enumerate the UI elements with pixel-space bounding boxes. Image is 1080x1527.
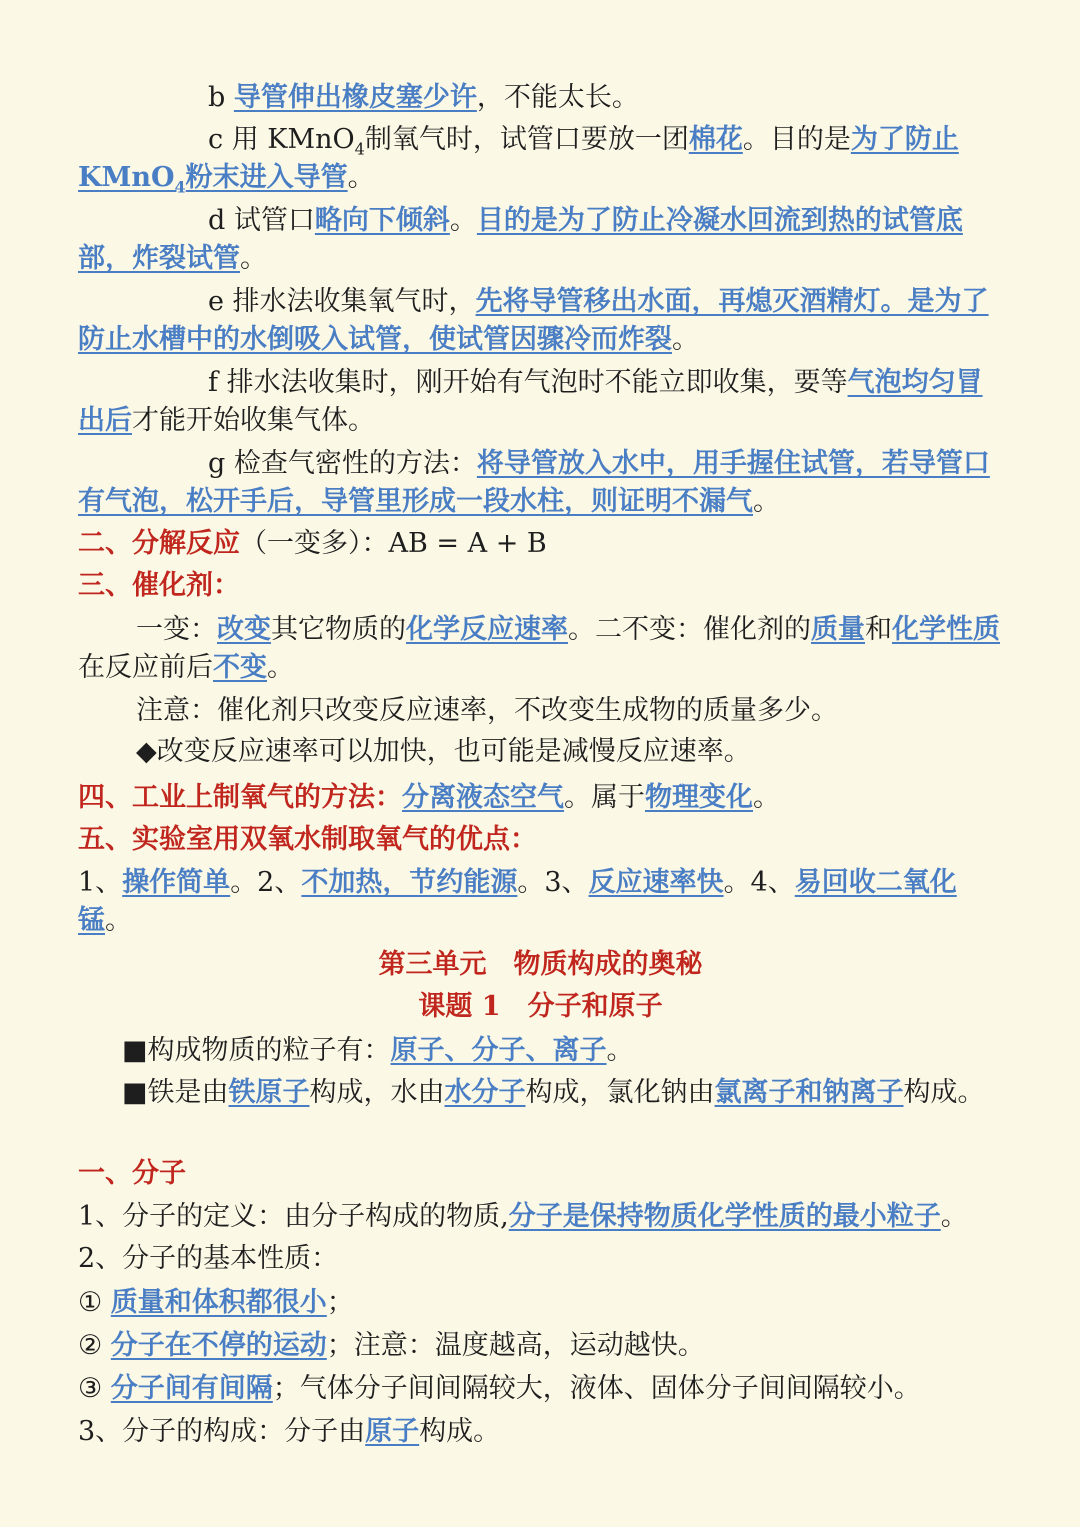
keyword: 分离液态空气: [402, 782, 564, 813]
lesson-title: 课题 1 分子和原子: [418, 991, 663, 1022]
keyword: 化学性质: [892, 614, 1000, 645]
keyword: 导管伸出橡皮塞少许: [233, 82, 477, 113]
keyword: 水分子: [444, 1077, 526, 1108]
keyword: 原子: [365, 1416, 420, 1447]
keyword: 反应速率快: [588, 867, 724, 898]
keyword: 操作简单: [122, 867, 231, 898]
section-industrial-oxygen: 四、工业上制氧气的方法：分离液态空气。属于物理变化。: [78, 782, 780, 813]
keyword: 铁原子: [228, 1077, 310, 1108]
section-heading: 二、分解反应: [78, 528, 240, 559]
section-h2o2-heading: 五、实验室用双氧水制取氧气的优点：: [78, 824, 537, 855]
catalyst-note: 注意：催化剂只改变反应速率，不改变生成物的质量多少。: [136, 695, 838, 726]
molecule-heading: 一、分子: [78, 1158, 186, 1189]
unit-title: 第三单元 物质构成的奥秘: [378, 949, 703, 980]
property-2: ② 分子在不停的运动；注意：温度越高，运动越快。: [78, 1330, 705, 1361]
h2o2-advantages: 1、操作简单。2、不加热，节约能源。3、反应速率快。4、易回收二氧化锰。: [78, 867, 957, 936]
molecule-composition: 3、分子的构成：分子由原子构成。: [78, 1416, 501, 1447]
note-d: d 试管口略向下倾斜。目的是为了防止冷凝水回流到热的试管底部，炸裂试管。: [78, 205, 963, 274]
particles-line: ■构成物质的粒子有：原子、分子、离子。: [122, 1035, 634, 1066]
catalyst-definition: 一变：改变其它物质的化学反应速率。二不变：催化剂的质量和化学性质在反应前后不变。: [78, 614, 1000, 683]
keyword: 不变: [213, 652, 267, 683]
section-catalyst-heading: 三、催化剂：: [78, 570, 240, 601]
keyword: 改变: [217, 614, 271, 645]
keyword: 气泡均匀冒出后: [78, 367, 983, 436]
iron-line: ■铁是由铁原子构成，水由水分子构成，氯化钠由氯离子和钠离子构成。: [122, 1077, 985, 1108]
keyword: 氯离子和钠离子: [714, 1077, 904, 1108]
keyword: 质量: [811, 614, 865, 645]
keyword: 易回收二氧化锰: [78, 867, 957, 936]
property-3: ③ 分子间有间隔；气体分子间间隔较大，液体、固体分子间间隔较小。: [78, 1373, 921, 1404]
keyword: 不加热，节约能源: [301, 867, 518, 898]
keyword: 物理变化: [645, 782, 753, 813]
keyword: 目的是为了防止冷凝水回流到热的试管底部，炸裂试管: [78, 205, 963, 274]
keyword: 将导管放入水中，用手握住试管，若导管口有气泡，松开手后，导管里形成一段水柱，则证明不漏气: [78, 448, 990, 517]
keyword: 略向下倾斜: [314, 205, 450, 236]
keyword: 分子在不停的运动: [110, 1330, 327, 1361]
molecule-definition: 1、分子的定义：由分子构成的物质,分子是保持物质化学性质的最小粒子。: [78, 1201, 968, 1232]
note-c: c 用 KMnO$_4$制氧气时，试管口要放一团棉花。目的是为了防止KMnO$_4$粉末进入导管。: [78, 124, 959, 197]
keyword: 分子间有间隔: [110, 1373, 273, 1404]
catalyst-diamond-note: ◆改变反应速率可以加快，也可能是减慢反应速率。: [136, 736, 751, 767]
property-1: ① 质量和体积都很小；: [78, 1287, 354, 1318]
section-heading: 四、工业上制氧气的方法：: [78, 782, 402, 813]
note-g: g 检查气密性的方法：将导管放入水中，用手握住试管，若导管口有气泡，松开手后，导管里形成一段水柱，则证明不漏气。: [78, 448, 990, 517]
note-f: f 排水法收集时，刚开始有气泡时不能立即收集，要等气泡均匀冒出后才能开始收集气体。: [78, 367, 983, 436]
keyword: 化学反应速率: [406, 614, 568, 645]
molecule-properties-title: 2、分子的基本性质：: [78, 1243, 339, 1274]
keyword: 棉花: [688, 124, 743, 155]
note-b: b 导管伸出橡皮塞少许，不能太长。: [208, 82, 639, 113]
keyword: 原子、分子、离子: [390, 1035, 607, 1066]
keyword: 先将导管移出水面，再熄灭酒精灯。是为了防止水槽中的水倒吸入试管，使试管因骤冷而炸裂: [78, 286, 989, 355]
keyword: 质量和体积都很小: [110, 1287, 327, 1318]
keyword: 为了防止KMnO$_4$粉末进入导管: [78, 124, 959, 197]
keyword: 分子是保持物质化学性质的最小粒子: [508, 1201, 941, 1232]
note-e: e 排水法收集氧气时，先将导管移出水面，再熄灭酒精灯。是为了防止水槽中的水倒吸入试管，使试管因骤冷而炸裂。: [78, 286, 989, 355]
section-decomposition: 二、分解反应（一变多）：AB = A + B: [78, 528, 547, 559]
